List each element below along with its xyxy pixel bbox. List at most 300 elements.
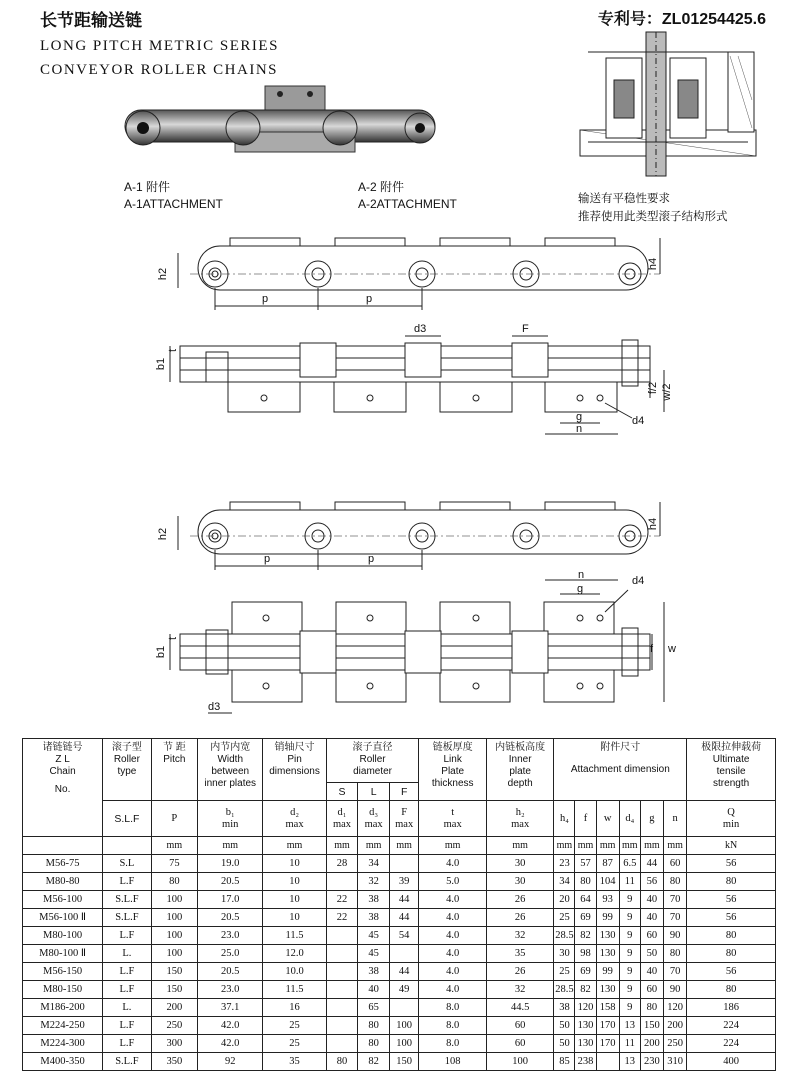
- table-cell: 50: [554, 1017, 575, 1035]
- table-cell: 4.0: [419, 963, 486, 981]
- table-cell: 9: [619, 909, 640, 927]
- table-cell: 39: [389, 873, 419, 891]
- table-cell: 93: [596, 891, 619, 909]
- caption-a1-en: A-1ATTACHMENT: [124, 197, 223, 211]
- note-line2: 推荐使用此类型滚子结构形式: [578, 211, 728, 223]
- table-cell: 100: [389, 1035, 419, 1053]
- chain-number-cell: M186-200: [23, 999, 103, 1017]
- table-cell: 28.5: [554, 927, 575, 945]
- table-cell: 70: [664, 963, 687, 981]
- table-cell: 120: [575, 999, 596, 1017]
- table-cell: 4.0: [419, 855, 486, 873]
- dim-d4-a1: d4: [632, 415, 645, 427]
- table-cell: 4.0: [419, 891, 486, 909]
- table-cell: 4.0: [419, 945, 486, 963]
- table-cell: 108: [419, 1053, 486, 1071]
- table-cell: 8.0: [419, 999, 486, 1017]
- table-cell: 44: [389, 891, 419, 909]
- sym-d2: d₂ max: [263, 801, 326, 837]
- sym-Q: Q min: [687, 801, 776, 837]
- a1-side-view: [178, 238, 660, 310]
- table-cell: 92: [198, 1053, 263, 1071]
- dim-d3-a2: d3: [208, 701, 221, 713]
- table-cell: 158: [596, 999, 619, 1017]
- header-ultimate-strength: 极限拉伸载荷 Ultimate tensile strength: [687, 739, 776, 801]
- table-cell: 45: [358, 927, 390, 945]
- table-cell: L.F: [103, 963, 152, 981]
- dim-w-a2: w: [668, 643, 676, 655]
- table-cell: 38: [358, 891, 390, 909]
- dim-f-a2: f: [650, 643, 654, 655]
- header-roller-diameter: 滚子直径 Roller diameter: [326, 739, 419, 783]
- table-cell: 11.5: [263, 981, 326, 999]
- table-cell: 11.5: [263, 927, 326, 945]
- table-cell: 56: [687, 891, 776, 909]
- table-cell: 9: [619, 999, 640, 1017]
- table-cell: L.: [103, 945, 152, 963]
- table-cell: 23: [554, 855, 575, 873]
- table-cell: 104: [596, 873, 619, 891]
- sym-w: w: [596, 801, 619, 837]
- sym-g: g: [640, 801, 663, 837]
- table-row: [23, 927, 776, 945]
- sym-d3: d₃ max: [358, 801, 390, 837]
- table-cell: 23.0: [198, 981, 263, 999]
- table-cell: 17.0: [198, 891, 263, 909]
- table-cell: 130: [596, 945, 619, 963]
- table-cell: 10: [263, 909, 326, 927]
- chain-number-cell: M80-100 Ⅱ: [23, 945, 103, 963]
- chain-photo: [115, 82, 445, 162]
- dim-p1-a1: p: [262, 293, 269, 305]
- table-cell: [389, 855, 419, 873]
- table-cell: 80: [687, 927, 776, 945]
- table-cell: 69: [575, 909, 596, 927]
- table-cell: 80: [687, 981, 776, 999]
- table-cell: 32: [486, 927, 553, 945]
- table-cell: 8.0: [419, 1035, 486, 1053]
- chain-number-cell: M56-75: [23, 855, 103, 873]
- table-cell: 70: [664, 891, 687, 909]
- table-cell: 40: [640, 891, 663, 909]
- dim-p1-a2: p: [264, 553, 271, 565]
- dim-b1-a1: b1: [155, 357, 167, 371]
- table-cell: 22: [326, 909, 358, 927]
- table-cell: [326, 945, 358, 963]
- table-cell: 130: [596, 981, 619, 999]
- table-cell: 34: [554, 873, 575, 891]
- table-cell: 12.0: [263, 945, 326, 963]
- table-cell: 200: [151, 999, 197, 1017]
- table-cell: 200: [664, 1017, 687, 1035]
- table-cell: 64: [575, 891, 596, 909]
- table-cell: 100: [151, 927, 197, 945]
- chain-number-cell: M224-250: [23, 1017, 103, 1035]
- table-cell: 80: [575, 873, 596, 891]
- table-cell: 22: [326, 891, 358, 909]
- table-cell: 87: [596, 855, 619, 873]
- unit-cell: mm: [151, 837, 197, 855]
- table-cell: 40: [358, 981, 390, 999]
- table-cell: 310: [664, 1053, 687, 1071]
- table-cell: L.F: [103, 981, 152, 999]
- table-cell: [326, 1017, 358, 1035]
- table-cell: L.F: [103, 927, 152, 945]
- table-cell: 26: [486, 963, 553, 981]
- table-cell: L.: [103, 999, 152, 1017]
- dim-h4-a2: h4: [647, 517, 659, 531]
- table-cell: 45: [358, 945, 390, 963]
- sym-d4: d₄: [619, 801, 640, 837]
- spec-table: [22, 738, 776, 1071]
- table-cell: 6.5: [619, 855, 640, 873]
- a2-side-view: [178, 502, 660, 570]
- sym-b1: b₁ min: [198, 801, 263, 837]
- table-cell: 28: [326, 855, 358, 873]
- table-cell: 100: [151, 891, 197, 909]
- header-S: S: [326, 783, 358, 801]
- caption-a1-cn: A-1 附件: [124, 180, 171, 194]
- chain-number-cell: M56-150: [23, 963, 103, 981]
- chain-number-cell: M80-80: [23, 873, 103, 891]
- table-cell: 4.0: [419, 909, 486, 927]
- table-row: [23, 963, 776, 981]
- dim-h2-a1: h2: [157, 267, 169, 281]
- table-cell: 186: [687, 999, 776, 1017]
- table-cell: 90: [664, 981, 687, 999]
- table-cell: 60: [640, 981, 663, 999]
- chain-number-cell: M56-100: [23, 891, 103, 909]
- table-cell: 26: [486, 891, 553, 909]
- table-cell: 60: [664, 855, 687, 873]
- table-cell: 32: [358, 873, 390, 891]
- dim-p2-a2: p: [368, 553, 375, 565]
- table-cell: 150: [640, 1017, 663, 1035]
- table-cell: 238: [575, 1053, 596, 1071]
- table-cell: [326, 963, 358, 981]
- table-cell: 57: [575, 855, 596, 873]
- header-attachment: 附件尺寸 Attachment dimension: [554, 739, 687, 801]
- table-cell: 35: [486, 945, 553, 963]
- table-cell: S.L.F: [103, 1053, 152, 1071]
- table-cell: 150: [151, 963, 197, 981]
- sym-h2: h₂ max: [486, 801, 553, 837]
- roller-section-drawing: [578, 30, 758, 178]
- table-cell: 49: [389, 981, 419, 999]
- chain-number-cell: M224-300: [23, 1035, 103, 1053]
- sym-d1: d₁ max: [326, 801, 358, 837]
- table-cell: 26: [486, 909, 553, 927]
- title-en-line1: LONG PITCH METRIC SERIES: [40, 38, 279, 54]
- header-chain: 诸链链号 Z L Chain No.: [23, 739, 103, 837]
- table-cell: 20: [554, 891, 575, 909]
- table-cell: 9: [619, 891, 640, 909]
- table-cell: L.F: [103, 1017, 152, 1035]
- table-cell: 28.5: [554, 981, 575, 999]
- table-cell: 44: [640, 855, 663, 873]
- table-row: [23, 873, 776, 891]
- table-cell: 60: [486, 1035, 553, 1053]
- table-cell: 34: [358, 855, 390, 873]
- dim-d4-a2: d4: [632, 575, 645, 587]
- header-F: F: [389, 783, 419, 801]
- table-cell: [326, 873, 358, 891]
- a2-plan-view: [170, 580, 664, 713]
- table-cell: 10: [263, 873, 326, 891]
- table-cell: 25: [554, 909, 575, 927]
- sym-n: n: [664, 801, 687, 837]
- table-cell: 85: [554, 1053, 575, 1071]
- dim-w2-a1: w/2: [661, 383, 673, 401]
- table-cell: 130: [575, 1035, 596, 1053]
- unit-cell: mm: [486, 837, 553, 855]
- header-roller-type: 滚子型 Roller type: [103, 739, 152, 801]
- dim-p2-a1: p: [366, 293, 373, 305]
- table-row: [23, 1035, 776, 1053]
- table-cell: 80: [664, 873, 687, 891]
- table-cell: 56: [687, 909, 776, 927]
- table-cell: 37.1: [198, 999, 263, 1017]
- table-cell: 38: [554, 999, 575, 1017]
- unit-cell: mm: [619, 837, 640, 855]
- table-cell: 80: [687, 873, 776, 891]
- table-cell: 80: [640, 999, 663, 1017]
- table-cell: 224: [687, 1035, 776, 1053]
- table-row: [23, 891, 776, 909]
- table-cell: 25.0: [198, 945, 263, 963]
- table-cell: 130: [575, 1017, 596, 1035]
- table-row: [23, 999, 776, 1017]
- table-cell: 90: [664, 927, 687, 945]
- unit-cell: mm: [326, 837, 358, 855]
- sym-P: P: [151, 801, 197, 837]
- table-cell: L.F: [103, 873, 152, 891]
- dim-f2-a1: f/2: [647, 381, 659, 395]
- table-cell: 25: [554, 963, 575, 981]
- table-cell: [326, 981, 358, 999]
- header-pin: 销轴尺寸 Pin dimensions: [263, 739, 326, 801]
- table-cell: 40: [640, 963, 663, 981]
- table-cell: 80: [358, 1017, 390, 1035]
- table-cell: 100: [389, 1017, 419, 1035]
- title-en-line2: CONVEYOR ROLLER CHAINS: [40, 62, 279, 78]
- table-cell: 35: [263, 1053, 326, 1071]
- table-cell: 400: [687, 1053, 776, 1071]
- table-cell: 100: [151, 909, 197, 927]
- dim-t-a1: t: [167, 348, 179, 352]
- dim-b1-a2: b1: [155, 645, 167, 659]
- table-cell: 11: [619, 1035, 640, 1053]
- dim-g-a2: g: [577, 583, 584, 595]
- unit-cell: mm: [596, 837, 619, 855]
- table-cell: 130: [596, 927, 619, 945]
- unit-cell: kN: [687, 837, 776, 855]
- header-plate-thickness: 链板厚度 Link Plate thickness: [419, 739, 486, 801]
- table-cell: 170: [596, 1035, 619, 1053]
- table-cell: 60: [640, 927, 663, 945]
- table-cell: 42.0: [198, 1035, 263, 1053]
- table-cell: 150: [151, 981, 197, 999]
- sym-t: t max: [419, 801, 486, 837]
- unit-cell: mm: [198, 837, 263, 855]
- dim-d3-a1: d3: [414, 323, 427, 335]
- table-cell: 4.0: [419, 927, 486, 945]
- note-line1: 输送有平稳性要求: [578, 193, 670, 205]
- table-cell: 38: [358, 909, 390, 927]
- table-cell: 70: [664, 909, 687, 927]
- unit-cell: mm: [554, 837, 575, 855]
- table-cell: 32: [486, 981, 553, 999]
- table-cell: 99: [596, 909, 619, 927]
- chain-number-cell: M80-150: [23, 981, 103, 999]
- a1-plan-view: [170, 336, 664, 434]
- table-cell: 224: [687, 1017, 776, 1035]
- header-width: 内节内宽 Width between inner plates: [198, 739, 263, 801]
- dim-h2-a2: h2: [157, 527, 169, 541]
- table-cell: 20.5: [198, 909, 263, 927]
- table-cell: 56: [687, 963, 776, 981]
- table-cell: 10.0: [263, 963, 326, 981]
- table-cell: 16: [263, 999, 326, 1017]
- caption-a2-en: A-2ATTACHMENT: [358, 197, 457, 211]
- table-cell: [596, 1053, 619, 1071]
- table-cell: 9: [619, 927, 640, 945]
- dim-h4-a1: h4: [647, 257, 659, 271]
- chain-technical-drawings: [0, 228, 800, 718]
- table-cell: 5.0: [419, 873, 486, 891]
- table-cell: [326, 999, 358, 1017]
- units-row: [23, 837, 776, 855]
- dim-n-a2: n: [578, 569, 585, 581]
- caption-a2-cn: A-2 附件: [358, 180, 405, 194]
- dim-g-a1: g: [576, 411, 583, 423]
- table-cell: 250: [151, 1017, 197, 1035]
- table-cell: 25: [263, 1035, 326, 1053]
- table-cell: 82: [575, 981, 596, 999]
- table-row: [23, 945, 776, 963]
- table-cell: 230: [640, 1053, 663, 1071]
- header-L: L: [358, 783, 390, 801]
- table-cell: 20.5: [198, 963, 263, 981]
- table-cell: S.L.F: [103, 891, 152, 909]
- table-cell: 25: [263, 1017, 326, 1035]
- table-cell: 56: [687, 855, 776, 873]
- patent-number: 专利号：ZL01254425.6: [597, 11, 766, 28]
- table-cell: [326, 1035, 358, 1053]
- table-cell: 44: [389, 909, 419, 927]
- unit-cell: mm: [575, 837, 596, 855]
- table-cell: S.L.F: [103, 909, 152, 927]
- table-cell: 50: [640, 945, 663, 963]
- table-cell: 19.0: [198, 855, 263, 873]
- table-cell: 98: [575, 945, 596, 963]
- header-slf: S.L.F: [103, 801, 152, 837]
- table-cell: S.L: [103, 855, 152, 873]
- table-cell: 23.0: [198, 927, 263, 945]
- chain-number-cell: M56-100 Ⅱ: [23, 909, 103, 927]
- unit-cell: mm: [358, 837, 390, 855]
- table-cell: [389, 999, 419, 1017]
- table-cell: 10: [263, 855, 326, 873]
- table-cell: 300: [151, 1035, 197, 1053]
- table-cell: 30: [554, 945, 575, 963]
- chain-number-cell: M400-350: [23, 1053, 103, 1071]
- table-cell: 42.0: [198, 1017, 263, 1035]
- table-cell: 30: [486, 873, 553, 891]
- table-cell: 350: [151, 1053, 197, 1071]
- table-cell: 99: [596, 963, 619, 981]
- table-cell: 9: [619, 963, 640, 981]
- table-cell: 170: [596, 1017, 619, 1035]
- dim-n-a1: n: [576, 423, 583, 435]
- table-cell: 60: [486, 1017, 553, 1035]
- table-cell: 200: [640, 1035, 663, 1053]
- table-cell: 13: [619, 1017, 640, 1035]
- table-cell: 54: [389, 927, 419, 945]
- table-cell: 44.5: [486, 999, 553, 1017]
- table-cell: 80: [358, 1035, 390, 1053]
- header-pitch: 节 距 Pitch: [151, 739, 197, 801]
- dim-t-a2: t: [167, 636, 179, 640]
- table-cell: 56: [640, 873, 663, 891]
- unit-cell: mm: [389, 837, 419, 855]
- table-cell: 9: [619, 945, 640, 963]
- table-cell: 8.0: [419, 1017, 486, 1035]
- table-cell: 13: [619, 1053, 640, 1071]
- table-cell: 50: [554, 1035, 575, 1053]
- table-cell: 4.0: [419, 981, 486, 999]
- table-cell: 75: [151, 855, 197, 873]
- table-cell: 80: [664, 945, 687, 963]
- sym-F: F max: [389, 801, 419, 837]
- table-row: [23, 1017, 776, 1035]
- header-plate-depth: 内链板高度 Inner plate depth: [486, 739, 553, 801]
- unit-cell: mm: [664, 837, 687, 855]
- page-title-cn: 长节距输送链: [40, 11, 142, 30]
- table-row: [23, 909, 776, 927]
- table-cell: 9: [619, 981, 640, 999]
- chain-number-cell: M80-100: [23, 927, 103, 945]
- table-cell: 150: [389, 1053, 419, 1071]
- table-cell: 20.5: [198, 873, 263, 891]
- table-cell: 40: [640, 909, 663, 927]
- table-cell: 80: [326, 1053, 358, 1071]
- table-cell: 80: [151, 873, 197, 891]
- dim-F-a1: F: [522, 323, 529, 335]
- table-row: [23, 1053, 776, 1071]
- table-cell: 82: [358, 1053, 390, 1071]
- table-cell: 30: [486, 855, 553, 873]
- table-cell: 82: [575, 927, 596, 945]
- table-cell: 100: [486, 1053, 553, 1071]
- table-row: [23, 855, 776, 873]
- table-cell: 38: [358, 963, 390, 981]
- table-cell: 44: [389, 963, 419, 981]
- table-cell: 80: [687, 945, 776, 963]
- unit-cell: mm: [640, 837, 663, 855]
- table-cell: 10: [263, 891, 326, 909]
- table-cell: L.F: [103, 1035, 152, 1053]
- table-cell: 120: [664, 999, 687, 1017]
- table-cell: 100: [151, 945, 197, 963]
- sym-h4: h₄: [554, 801, 575, 837]
- sym-f: f: [575, 801, 596, 837]
- table-cell: 65: [358, 999, 390, 1017]
- table-cell: 69: [575, 963, 596, 981]
- table-cell: [389, 945, 419, 963]
- table-row: [23, 981, 776, 999]
- table-cell: 250: [664, 1035, 687, 1053]
